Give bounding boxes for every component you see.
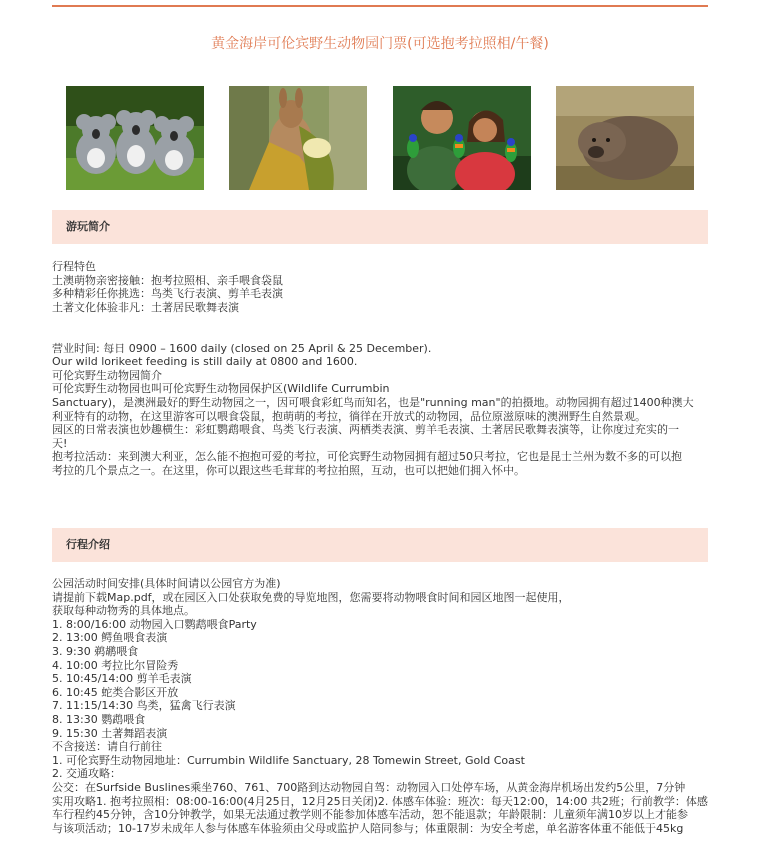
about-title: 可伦宾野生动物园简介 — [52, 368, 162, 382]
schedule-item: 8. 13:30 鹦鹉喂食 — [52, 712, 146, 726]
lorikeet-image — [393, 86, 531, 190]
transport-detail: 车行程约45分钟，含10分钟教学，如果无法通过教学则不能参加体感车活动，恕不能退款；年龄限制：儿童须年满10岁以上才能参 — [52, 808, 688, 822]
transport-title: 2. 交通攻略： — [52, 767, 121, 781]
wombat-image — [556, 86, 694, 190]
koalas-image — [66, 86, 204, 190]
page-title: 黄金海岸可伦宾野生动物园门票(可选抱考拉照相/午餐) — [211, 36, 549, 52]
map-instruction: 获取每种动物秀的具体地点。 — [52, 604, 195, 618]
schedule-item: 7. 11:15/14:30 鸟类，猛禽飞行表演 — [52, 699, 236, 713]
lorikeet-feeding-note: Our wild lorikeet feeding is still daily at 0800 and 1600. — [52, 355, 358, 369]
about-line: 利亚特有的动物，在这里游客可以喂食袋鼠，抱萌萌的考拉，徜徉在开放式的动物园，品位原滋原味的澳洲野生自然景观。 — [52, 409, 646, 423]
wombat-photo — [556, 86, 694, 190]
kangaroo-image — [229, 86, 367, 190]
kangaroo-photo — [229, 86, 367, 190]
schedule-title: 公园活动时间安排(具体时间请以公园官方为准) — [52, 577, 281, 590]
about-line: 可伦宾野生动物园也叫可伦宾野生动物园保护区(Wildlife Currumbin — [52, 382, 390, 396]
schedule-item: 9. 15:30 土著舞蹈表演 — [52, 726, 168, 740]
about-line: 园区的日常表演也妙趣横生：彩虹鹦鹉喂食、鸟类飞行表演、两栖类表演、剪羊毛表演、土著居民歌舞表演等，让你度过充实的一 — [52, 423, 679, 437]
itinerary-section-header — [52, 528, 708, 562]
feature-item: 多种精彩任你挑选：鸟类飞行表演、剪羊毛表演 — [52, 287, 283, 301]
itinerary-heading: 行程介绍 — [66, 538, 110, 551]
koala-activity-line: 抱考拉活动：来到澳大利亚，怎么能不抱抱可爱的考拉，可伦宾野生动物园拥有超过50只考拉，它也是昆士兰州为数不多的可以抱 — [52, 450, 682, 464]
itinerary-body — [52, 577, 712, 835]
features-title: 行程特色 — [52, 260, 96, 273]
address-line: 1. 可伦宾野生动物园地址：Currumbin Wildlife Sanctuary, 28 Tomewin Street, Gold Coast — [52, 753, 525, 767]
schedule-item: 2. 13:00 鳄鱼喂食表演 — [52, 631, 168, 645]
feature-item: 土澳萌物亲密接触：抱考拉照相、亲手喂食袋鼠 — [52, 273, 283, 287]
schedule-item: 4. 10:00 考拉比尔冒险秀 — [52, 658, 179, 672]
intro-section-header — [52, 210, 708, 244]
schedule-item: 6. 10:45 蛇类合影区开放 — [52, 685, 179, 699]
about-line: 天! — [52, 436, 68, 450]
intro-heading: 游玩简介 — [66, 220, 110, 233]
koala-activity-line: 考拉的几个景点之一。在这里，你可以跟这些毛茸茸的考拉拍照，互动，也可以把她们拥入怀中。 — [52, 463, 525, 477]
transport-detail: 公交：在Surfside Buslines乘坐760、761、700路到达动物园自驾：动物园入口处停车场，从黄金海岸机场出发约5公里，7分钟 — [52, 780, 686, 794]
opening-hours: 营业时间: 每日 0900 – 1600 daily (closed on 25 April & 25 December). — [52, 341, 432, 355]
map-instruction: 请提前下载Map.pdf，或在园区入口处获取免费的导览地图，您需要将动物喂食时间和园区地图一起使用， — [52, 590, 570, 604]
feature-item: 土著文化体验非凡：土著居民歌舞表演 — [52, 300, 239, 314]
schedule-item: 1. 8:00/16:00 动物园入口鹦鹉喂食Party — [52, 617, 257, 631]
intro-body — [52, 260, 712, 478]
transfer-note: 不含接送：请自行前往 — [52, 740, 162, 754]
top-divider — [52, 5, 708, 7]
lorikeet-photo — [393, 86, 531, 190]
schedule-item: 5. 10:45/14:00 剪羊毛表演 — [52, 672, 192, 686]
transport-detail: 与该项活动；10-17岁未成年人参与体感车体验须由父母或监护人陪同参与；体重限制：为安全考虑，单名游客体重不能低于45kg — [52, 821, 684, 835]
koalas-photo — [66, 86, 204, 190]
transport-detail: 实用攻略1. 抱考拉照相：08:00-16:00(4月25日，12月25日关闭)2. 体感车体验：班次：每天12:00，14:00 共2班；行前教学：体感 — [52, 794, 708, 808]
about-line: Sanctuary)，是澳洲最好的野生动物园之一，因可喂食彩虹鸟而知名，也是"running man"的拍摄地。动物园拥有超过1400种澳大 — [52, 395, 694, 409]
schedule-item: 3. 9:30 鹈鹕喂食 — [52, 644, 139, 658]
